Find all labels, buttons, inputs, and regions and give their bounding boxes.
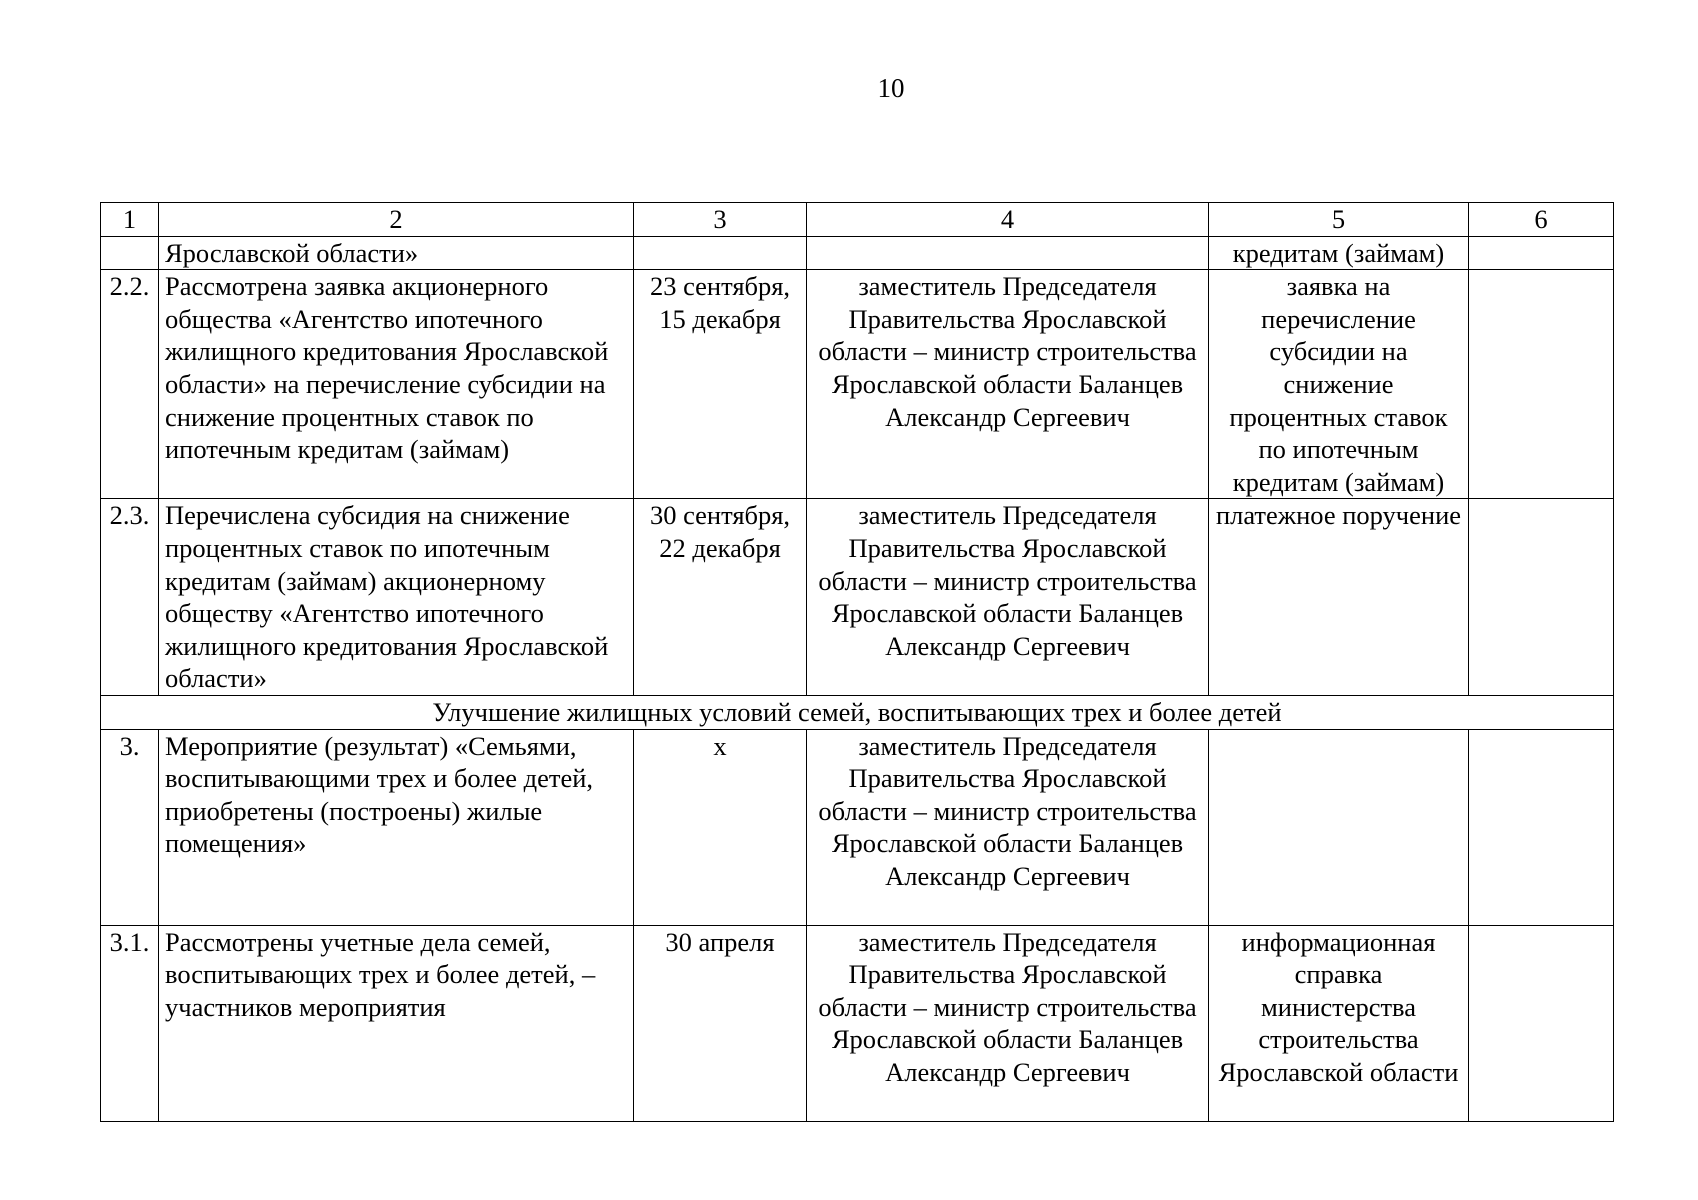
note-cell bbox=[1469, 236, 1614, 270]
deadline-cell: х bbox=[634, 729, 807, 925]
row-number: 3.1. bbox=[101, 925, 159, 1121]
note-cell bbox=[1469, 925, 1614, 1121]
responsible-cell: заместитель Председателя Правительства Ярославской области – министр строительства Ярославской области Баланцев Александр Сергеевич bbox=[807, 925, 1209, 1121]
event-cell: Перечислена субсидия на снижение процентных ставок по ипотечным кредитам (займам) акционерному обществу «Агентство ипотечного жилищного кредитования Ярославской области» bbox=[159, 499, 634, 696]
document-cell: заявка на перечисление субсидии на снижение процентных ставок по ипотечным кредитам (займам) bbox=[1209, 270, 1469, 499]
column-number: 5 bbox=[1209, 203, 1469, 237]
column-number: 2 bbox=[159, 203, 634, 237]
event-cell: Ярославской области» bbox=[159, 236, 634, 270]
deadline-cell: 30 сентября, 22 декабря bbox=[634, 499, 807, 696]
column-number-row bbox=[101, 203, 1614, 237]
table-row bbox=[101, 270, 1614, 499]
deadline-cell: 30 апреля bbox=[634, 925, 807, 1121]
document-cell: кредитам (займам) bbox=[1209, 236, 1469, 270]
responsible-cell: заместитель Председателя Правительства Ярославской области – министр строительства Ярославской области Баланцев Александр Сергеевич bbox=[807, 499, 1209, 696]
column-number: 4 bbox=[807, 203, 1209, 237]
note-cell bbox=[1469, 499, 1614, 696]
table-row bbox=[101, 729, 1614, 925]
row-number: 2.3. bbox=[101, 499, 159, 696]
table-row bbox=[101, 925, 1614, 1121]
note-cell bbox=[1469, 729, 1614, 925]
event-cell: Мероприятие (результат) «Семьями, воспитывающими трех и более детей, приобретены (построены) жилые помещения» bbox=[159, 729, 634, 925]
note-cell bbox=[1469, 270, 1614, 499]
column-number: 3 bbox=[634, 203, 807, 237]
column-number: 6 bbox=[1469, 203, 1614, 237]
deadline-cell: 23 сентября, 15 декабря bbox=[634, 270, 807, 499]
document-cell: платежное поручение bbox=[1209, 499, 1469, 696]
table-row bbox=[101, 236, 1614, 270]
table-row bbox=[101, 499, 1614, 696]
row-number bbox=[101, 236, 159, 270]
page-number: 10 bbox=[877, 73, 905, 103]
row-number: 3. bbox=[101, 729, 159, 925]
column-number: 1 bbox=[101, 203, 159, 237]
responsible-cell bbox=[807, 236, 1209, 270]
event-cell: Рассмотрены учетные дела семей, воспитывающих трех и более детей, – участников мероприятия bbox=[159, 925, 634, 1121]
section-header-row bbox=[101, 695, 1614, 729]
row-number: 2.2. bbox=[101, 270, 159, 499]
deadline-cell bbox=[634, 236, 807, 270]
document-cell: информационная справка министерства строительства Ярославской области bbox=[1209, 925, 1469, 1121]
event-cell: Рассмотрена заявка акционерного общества «Агентство ипотечного жилищного кредитования Ярославской области» на перечисление субсидии на снижение процентных ставок по ипотечным кредитам (займам) bbox=[159, 270, 634, 499]
section-title: Улучшение жилищных условий семей, воспитывающих трех и более детей bbox=[101, 695, 1614, 729]
activity-plan-table bbox=[100, 202, 1614, 1122]
document-cell bbox=[1209, 729, 1469, 925]
responsible-cell: заместитель Председателя Правительства Ярославской области – министр строительства Ярославской области Баланцев Александр Сергеевич bbox=[807, 270, 1209, 499]
responsible-cell: заместитель Председателя Правительства Ярославской области – министр строительства Ярославской области Баланцев Александр Сергеевич bbox=[807, 729, 1209, 925]
